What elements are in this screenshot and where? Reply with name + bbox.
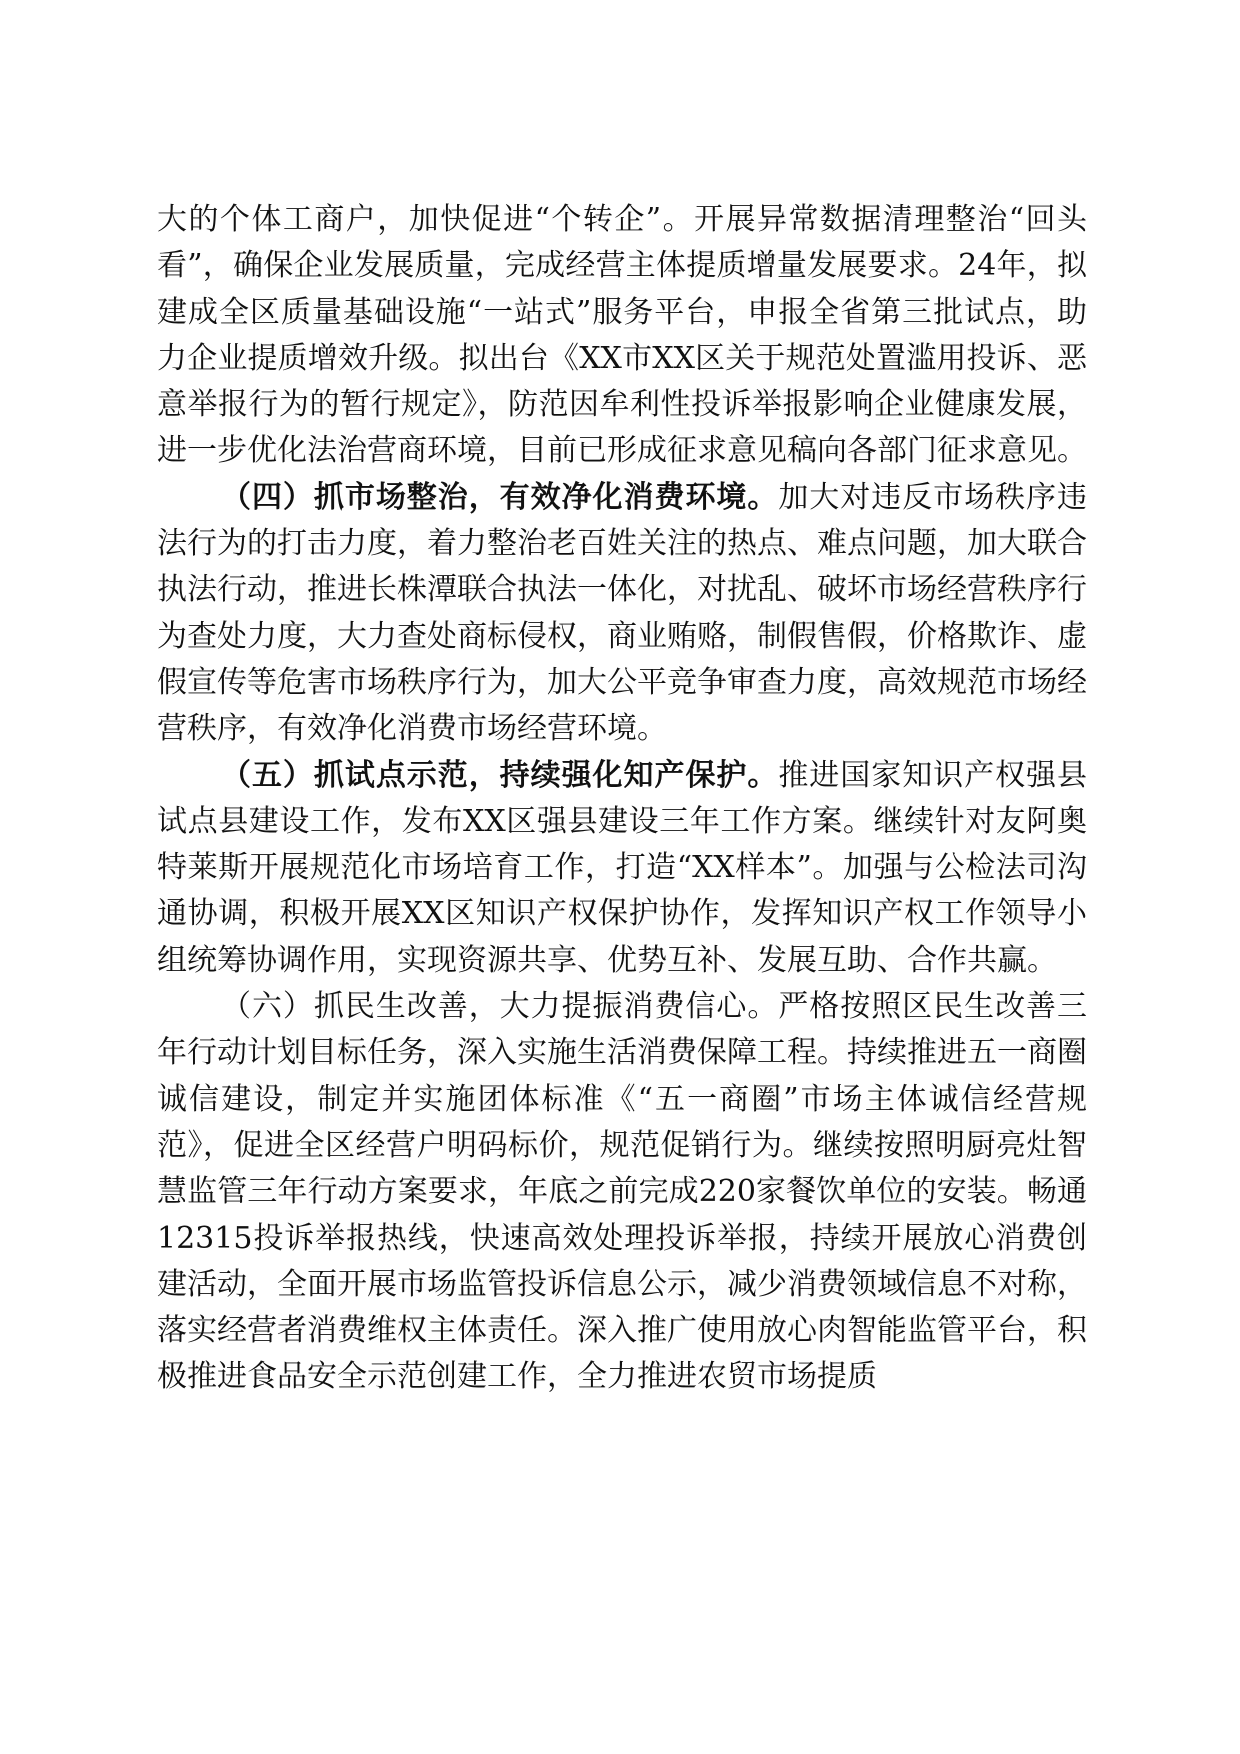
document-page xyxy=(157,197,1087,1401)
section-heading: （五）抓试点示范，持续强化知产保护。 xyxy=(221,757,779,793)
paragraph-text: 加大对违反市场秩序违法行为的打击力度，着力整治老百姓关注的热点、难点问题，加大联合执法行动，推进长株潭联合执法一体化，对扰乱、破坏市场经营秩序行为查处力度，大力查处商标侵权，商业贿赂，制假售假，价格欺诈、虚假宣传等危害市场秩序行为，加大公平竞争审查力度，高效规范市场经营秩序，有效净化消费市场经营环境。 xyxy=(157,479,1088,747)
paragraph-text: （六）抓民生改善，大力提振消费信心。严格按照区民生改善三年行动计划目标任务，深入实施生活消费保障工程。持续推进五一商圈诚信建设，制定并实施团体标准《“五一商圈”市场主体诚信经营规范》，促进全区经营户明码标价，规范促销行为。继续按照明厨亮灶智慧监管三年行动方案要求，年底之前完成220家餐饮单位的安装。畅通12315投诉举报热线，快速高效处理投诉举报，持续开展放心消费创建活动，全面开展市场监管投诉信息公示，减少消费领域信息不对称，落实经营者消费维权主体责任。深入推广使用放心肉智能监管平台，积极推进食品安全示范创建工作，全力推进农贸市场提质 xyxy=(157,989,1087,1395)
paragraph-section-6 xyxy=(157,984,1087,1401)
paragraph-text: 推进国家知识产权强县试点县建设工作，发布XX区强县建设三年工作方案。继续针对友阿奥特莱斯开展规范化市场培育工作，打造“XX样本”。加强与公检法司沟通协调，积极开展XX区知识产权保护协作，发挥知识产权工作领导小组统筹协调作用，实现资源共享、优势互补、发展互助、合作共赢。 xyxy=(157,757,1088,978)
paragraph-text: 大的个体工商户，加快促进“个转企”。开展异常数据清理整治“回头看”，确保企业发展质量，完成经营主体提质增量发展要求。24年，拟建成全区质量基础设施“一站式”服务平台，申报全省第三批试点，助力企业提质增效升级。拟出台《XX市XX区关于规范处置滥用投诉、恶意举报行为的暂行规定》，防范因牟利性投诉举报影响企业健康发展，进一步优化法治营商环境，目前已形成征求意见稿向各部门征求意见。 xyxy=(157,202,1087,469)
paragraph-section-5 xyxy=(157,753,1087,984)
paragraph-continued xyxy=(157,197,1087,475)
paragraph-section-4 xyxy=(157,475,1087,753)
section-heading: （四）抓市场整治，有效净化消费环境。 xyxy=(221,479,779,515)
